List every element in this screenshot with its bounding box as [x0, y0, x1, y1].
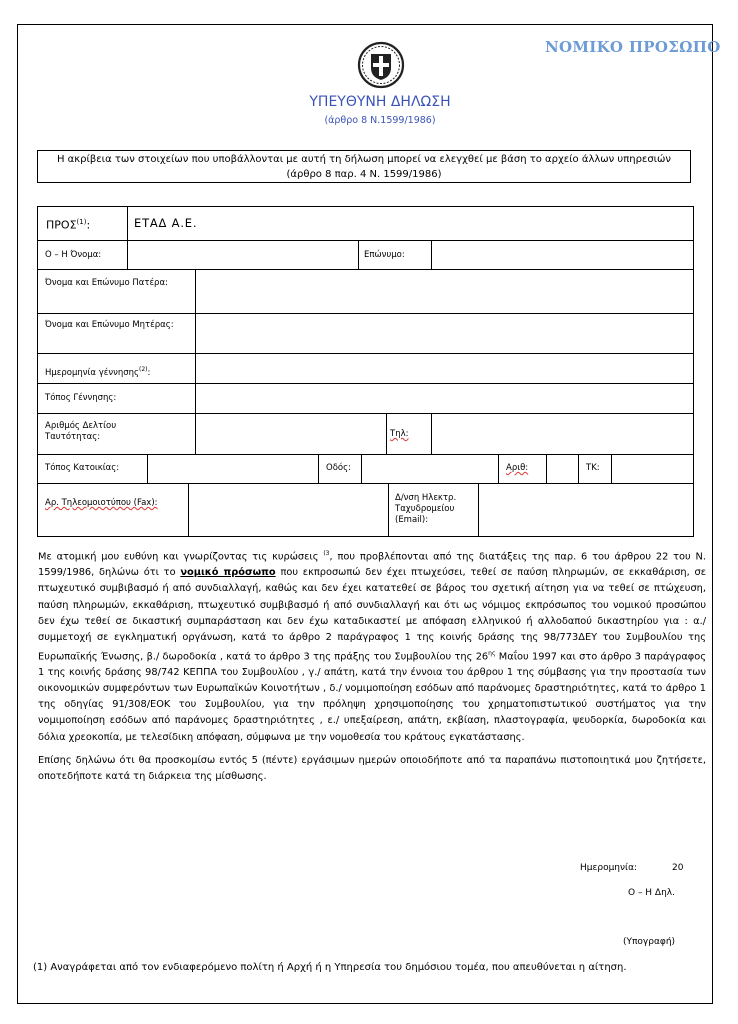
father-name-label: Όνομα και Επώνυμο Πατέρα:	[45, 278, 168, 288]
mother-name-field[interactable]	[196, 314, 692, 352]
declaration-paragraph-2: Επίσης δηλώνω ότι θα προσκομίσω εντός 5 (πέντε) εργάσιμων ημερών οποιοδήποτε από τα παραπάνω πιστοποιητικά μου ζητήσετε, οποτεδήποτε κατά τη διάρκεια της μίσθωσης.	[38, 754, 706, 782]
date-year: 20	[672, 863, 684, 873]
last-name-label: Επώνυμο:	[364, 250, 405, 260]
email-label: Δ/νση Ηλεκτρ. Ταχυδρομείου (Εmail):	[395, 493, 457, 525]
footnote: (1) Αναγράφεται από τον ενδιαφερόμενο πολίτη ή Αρχή ή η Υπηρεσία του δημόσιου τομέα, που απευθύνεται η αίτηση.	[33, 962, 627, 973]
declaration-paragraph-1: Με ατομική μου ευθύνη και γνωρίζοντας τις κυρώσεις $^{(3}$, που προβλέπονται από της διατάξεις της παρ. 6 του άρθρου 22 του Ν. 1599/1986, δηλώνω ότι το νομικό πρόσωπο που εκπροσωπώ δεν έχει πτωχεύσει, τεθεί σε παύση πληρωμών, σε εκκαθάριση, σε πτωχευτικό συμβιβασμό ή από συνδιαλλαγή, καθώς και δεν έχει κατατεθεί σε βάρος του σχετική αίτηση για να τεθεί σε πτώχευση, παύση πληρωμών, εκκαθάριση, πτωχευτικό συμβιβασμό ή από συνδιαλλαγή και ότι ως νόμιμος εκπρόσωπος του νομικού προσώπου δεν έχω τεθεί σε δικαστική συμπαράσταση και δεν έχω καταδικαστεί με απόφαση ελληνικού ή αλλοδαπού δικαστηρίου για : α./ συμμετοχή σε εγκληματική οργάνωση, κατά το άρθρο 2 παράγραφος 1 της κοινής δράσης της 98/773ΔΕΥ του Συμβουλίου της Ευρωπαϊκής Ένωσης, β./ δωροδοκία , κατά το άρθρο 3 της πράξης του Συμβουλίου της $26^{\eta\varsigma}$ Μαΐου 1997 και στο άρθρο 3 παράγραφος 1 της κοινής δράσης 98/742 ΚΕΠΠΑ του Συμβουλίου , γ./ απάτη, κατά την έννοια του άρθρου 1 της σύμβασης για την προστασία των οικονομικών συμφερόντων των Ευρωπαϊκών Κοινοτήτων , δ./ νομιμοποίηση εσόδων από παράνομες δραστηριότητες, κατά το άρθρο 1 της οδηγίας 91/308/ΕΟΚ του Συμβουλίου, για την πρόληψη χρησιμοποίησης του χρηματοπιστωτικού συστήματος για την νομιμοποίηση εσόδων από παράνομες δραστηριότητες , ε./ υπεξαίρεση, απάτη, εκβίαση, πλαστογραφία, ψευδορκία, δωροδοκία και δόλια χρεοκοπία, με τελεσίδικη απόφαση, σύμφωνα με την νομοθεσία του κράτους εγκατάστασης.	[38, 550, 707, 743]
verification-notice: Η ακρίβεια των στοιχείων που υποβάλλονται με αυτή τη δήλωση μπορεί να ελεγχθεί με βάση το αρχείο άλλων υπηρεσιών (άρθρο 8 παρ. 4 Ν. 1599/1986)	[37, 150, 691, 183]
residence-label: Τόπος Κατοικίας:	[45, 463, 120, 473]
first-name-field[interactable]	[128, 241, 357, 268]
declaration-title: ΥΠΕΥΘΥΝΗ ΔΗΛΩΣΗ	[309, 94, 451, 110]
mother-name-label: Όνομα και Επώνυμο Μητέρας:	[45, 320, 174, 330]
fax-field[interactable]	[189, 484, 387, 536]
number-label: Αριθ:	[506, 463, 529, 473]
birth-place-label: Τόπος Γέννησης:	[45, 393, 117, 403]
birth-date-label: Ημερομηνία γέννησης$^{(2)}$:	[45, 366, 151, 378]
postal-code-field[interactable]	[612, 455, 692, 482]
birth-date-field[interactable]	[196, 354, 692, 382]
phone-field[interactable]	[432, 414, 692, 453]
number-field[interactable]	[547, 455, 577, 482]
email-field[interactable]	[479, 484, 692, 536]
father-name-field[interactable]	[196, 270, 692, 312]
declaration-subtitle: (άρθρο 8 Ν.1599/1986)	[324, 115, 436, 126]
legal-entity-label: ΝΟΜΙΚΟ ΠΡΟΣΩΠΟ	[545, 38, 721, 56]
birth-place-field[interactable]	[196, 384, 692, 412]
id-number-label: Αριθμός Δελτίου Ταυτότητας:	[45, 421, 117, 442]
phone-label: Τηλ:	[390, 429, 409, 439]
street-field[interactable]	[362, 455, 497, 482]
declaration-body	[38, 546, 706, 785]
residence-field[interactable]	[148, 455, 317, 482]
signature-label: (Υπογραφή)	[623, 937, 676, 947]
to-value: ΕΤΑΔ Α.Ε.	[134, 216, 198, 230]
date-label: Ημερομηνία:	[580, 863, 638, 873]
legal-entity-emphasis: νομικό πρόσωπο	[180, 567, 276, 579]
postal-code-label: ΤΚ:	[586, 463, 600, 473]
street-label: Οδός:	[326, 463, 351, 473]
declarant-label: Ο – Η Δηλ.	[628, 888, 675, 898]
fax-label: Αρ. Τηλεομοιοτύπου (Fax):	[45, 498, 158, 508]
first-name-label: Ο – Η Όνομα:	[45, 250, 102, 260]
to-label: ΠΡΟΣ$^{(1)}$:	[46, 218, 91, 232]
last-name-field[interactable]	[432, 241, 692, 268]
declaration-form	[37, 206, 694, 537]
greek-coat-of-arms-icon	[356, 40, 406, 90]
id-number-field[interactable]	[196, 414, 385, 453]
